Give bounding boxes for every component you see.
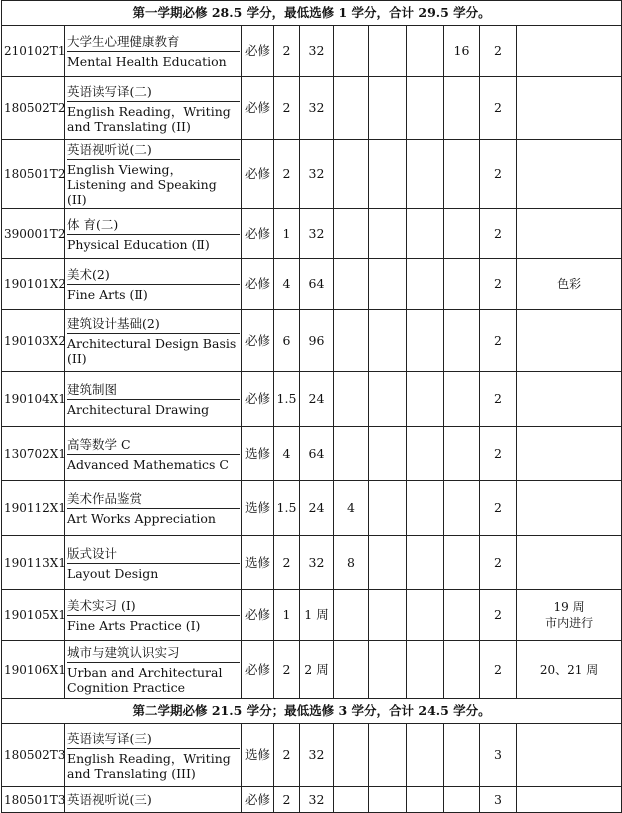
course-row <box>2 427 622 481</box>
weekly-hours: 2 <box>480 26 517 77</box>
weekly-hours: 2 <box>480 481 517 536</box>
course-credit: 2 <box>274 536 300 590</box>
course-row <box>2 590 622 641</box>
hours-col-1 <box>334 641 369 699</box>
course-code: 180502T2 <box>2 77 65 140</box>
hours-col-4 <box>444 641 480 699</box>
course-code: 130702X1 <box>2 427 65 481</box>
course-code: 190104X1 <box>2 372 65 427</box>
course-name <box>65 481 242 536</box>
course-type: 必修 <box>242 209 274 259</box>
course-type: 选修 <box>242 536 274 590</box>
weekly-hours: 2 <box>480 310 517 372</box>
course-type: 必修 <box>242 140 274 209</box>
course-credit: 1.5 <box>274 372 300 427</box>
weekly-hours: 2 <box>480 140 517 209</box>
weekly-hours: 2 <box>480 427 517 481</box>
hours-col-4 <box>444 481 480 536</box>
course-name-zh: 英语读写译(二) <box>67 82 240 102</box>
hours-col-3 <box>407 481 444 536</box>
course-name-en: English Viewing，Listening and Speaking (II) <box>67 162 217 207</box>
course-note: 19 周 市内进行 <box>517 590 622 641</box>
course-row <box>2 259 622 310</box>
hours-col-4 <box>444 209 480 259</box>
course-credit: 6 <box>274 310 300 372</box>
weekly-hours: 2 <box>480 372 517 427</box>
course-type: 必修 <box>242 77 274 140</box>
course-name-zh: 大学生心理健康教育 <box>67 32 240 52</box>
weekly-hours: 2 <box>480 259 517 310</box>
course-hours: 32 <box>300 26 334 77</box>
course-credit: 4 <box>274 259 300 310</box>
hours-col-3 <box>407 427 444 481</box>
course-row <box>2 140 622 209</box>
hours-col-3 <box>407 259 444 310</box>
course-type: 必修 <box>242 259 274 310</box>
hours-col-2 <box>369 787 407 813</box>
course-name-en: Architectural Drawing <box>67 402 210 417</box>
course-credit: 2 <box>274 26 300 77</box>
course-name-zh: 建筑设计基础(2) <box>67 314 240 334</box>
course-code: 180501T2 <box>2 140 65 209</box>
course-type: 必修 <box>242 310 274 372</box>
hours-col-4 <box>444 77 480 140</box>
course-name <box>65 641 242 699</box>
hours-col-2 <box>369 140 407 209</box>
course-hours: 24 <box>300 372 334 427</box>
course-hours: 32 <box>300 209 334 259</box>
course-type: 选修 <box>242 724 274 787</box>
hours-col-4 <box>444 310 480 372</box>
course-code: 190106X1 <box>2 641 65 699</box>
course-name <box>65 724 242 787</box>
semester-1-header-row <box>2 1 622 26</box>
course-credit: 2 <box>274 77 300 140</box>
hours-col-1 <box>334 590 369 641</box>
hours-col-3 <box>407 209 444 259</box>
course-name <box>65 77 242 140</box>
course-row <box>2 787 622 813</box>
course-name <box>65 140 242 209</box>
course-hours: 32 <box>300 724 334 787</box>
course-note <box>517 310 622 372</box>
course-type: 必修 <box>242 641 274 699</box>
course-row <box>2 536 622 590</box>
course-name-zh: 英语视听说(二) <box>67 140 240 160</box>
course-note <box>517 140 622 209</box>
hours-col-2 <box>369 724 407 787</box>
course-code: 190101X2 <box>2 259 65 310</box>
course-name <box>65 310 242 372</box>
course-hours: 32 <box>300 787 334 813</box>
course-hours: 64 <box>300 259 334 310</box>
course-note <box>517 427 622 481</box>
hours-col-1 <box>334 209 369 259</box>
course-code: 190113X1 <box>2 536 65 590</box>
course-note <box>517 77 622 140</box>
hours-col-1 <box>334 77 369 140</box>
hours-col-2 <box>369 481 407 536</box>
course-note <box>517 481 622 536</box>
course-name-zh: 建筑制图 <box>67 380 240 400</box>
course-row <box>2 372 622 427</box>
course-note <box>517 536 622 590</box>
hours-col-2 <box>369 259 407 310</box>
hours-col-3 <box>407 77 444 140</box>
course-note <box>517 372 622 427</box>
hours-col-4: 16 <box>444 26 480 77</box>
course-type: 必修 <box>242 372 274 427</box>
hours-col-4 <box>444 787 480 813</box>
hours-col-4 <box>444 140 480 209</box>
course-code: 210102T1 <box>2 26 65 77</box>
course-name-zh: 城市与建筑认识实习 <box>67 643 240 663</box>
hours-col-1: 4 <box>334 481 369 536</box>
hours-col-1 <box>334 427 369 481</box>
course-hours: 32 <box>300 77 334 140</box>
course-name-zh: 美术(2) <box>67 265 240 285</box>
course-hours: 64 <box>300 427 334 481</box>
hours-col-2 <box>369 26 407 77</box>
weekly-hours: 2 <box>480 77 517 140</box>
course-credit: 1.5 <box>274 481 300 536</box>
course-name-en: Mental Health Education <box>67 54 227 69</box>
course-name <box>65 259 242 310</box>
hours-col-1 <box>334 259 369 310</box>
course-name-en: Layout Design <box>67 565 159 581</box>
weekly-hours: 2 <box>480 536 517 590</box>
course-note <box>517 724 622 787</box>
course-row <box>2 641 622 699</box>
course-hours: 24 <box>300 481 334 536</box>
course-credit: 2 <box>274 787 300 813</box>
hours-col-2 <box>369 641 407 699</box>
course-credit: 1 <box>274 209 300 259</box>
hours-col-3 <box>407 590 444 641</box>
course-name-en: Advanced Mathematics C <box>67 456 229 472</box>
hours-col-1 <box>334 787 369 813</box>
hours-col-3 <box>407 724 444 787</box>
course-note <box>517 787 622 813</box>
course-credit: 4 <box>274 427 300 481</box>
course-type: 选修 <box>242 427 274 481</box>
weekly-hours: 2 <box>480 641 517 699</box>
course-row <box>2 209 622 259</box>
hours-col-1 <box>334 724 369 787</box>
hours-col-1 <box>334 310 369 372</box>
hours-col-3 <box>407 26 444 77</box>
course-code: 190103X2 <box>2 310 65 372</box>
course-credit: 1 <box>274 590 300 641</box>
hours-col-3 <box>407 372 444 427</box>
course-name <box>65 536 242 590</box>
hours-col-2 <box>369 310 407 372</box>
course-type: 必修 <box>242 590 274 641</box>
course-note <box>517 26 622 77</box>
course-name <box>65 372 242 427</box>
course-name-zh: 美术实习 (Ⅰ) <box>67 596 240 616</box>
course-credit: 2 <box>274 641 300 699</box>
course-hours: 32 <box>300 536 334 590</box>
hours-col-3 <box>407 787 444 813</box>
course-code: 190112X1 <box>2 481 65 536</box>
hours-col-1: 8 <box>334 536 369 590</box>
course-credit: 2 <box>274 724 300 787</box>
course-type: 选修 <box>242 481 274 536</box>
course-hours: 1 周 <box>300 590 334 641</box>
weekly-hours: 3 <box>480 724 517 787</box>
course-name-en: Physical Education (Ⅱ) <box>67 236 210 252</box>
course-name-zh: 英语读写译(三) <box>67 729 240 749</box>
hours-col-2 <box>369 590 407 641</box>
hours-col-3 <box>407 310 444 372</box>
hours-col-3 <box>407 140 444 209</box>
hours-col-1 <box>334 140 369 209</box>
hours-col-4 <box>444 372 480 427</box>
course-name-zh: 英语视听说(三) <box>67 792 152 807</box>
course-code: 180502T3 <box>2 724 65 787</box>
course-name-en: English Reading，Writing and Translating (II) <box>67 103 231 134</box>
course-name-en: Fine Arts (Ⅱ) <box>67 287 148 302</box>
course-name <box>65 209 242 259</box>
course-name-en: Urban and Architectural Cognition Practice <box>67 665 223 695</box>
hours-col-4 <box>444 259 480 310</box>
hours-col-4 <box>444 724 480 787</box>
course-note <box>517 209 622 259</box>
course-row <box>2 481 622 536</box>
course-name-en: Fine Arts Practice (Ⅰ) <box>67 618 201 633</box>
semester-2-header: 第二学期必修 21.5 学分；最低选修 3 学分，合计 24.5 学分。 <box>2 699 622 724</box>
weekly-hours: 2 <box>480 590 517 641</box>
hours-col-1 <box>334 26 369 77</box>
hours-col-2 <box>369 372 407 427</box>
course-name-zh: 美术作品鉴赏 <box>67 489 240 509</box>
semester-1-header: 第一学期必修 28.5 学分，最低选修 1 学分，合计 29.5 学分。 <box>2 1 622 26</box>
course-name-zh: 版式设计 <box>67 544 240 564</box>
course-name <box>65 427 242 481</box>
semester-2-header-row <box>2 699 622 724</box>
course-credit: 2 <box>274 140 300 209</box>
course-name-zh: 体 育(二) <box>67 215 240 235</box>
course-hours: 32 <box>300 140 334 209</box>
course-name-en: English Reading，Writing and Translating (III) <box>67 750 231 781</box>
course-row <box>2 724 622 787</box>
hours-col-3 <box>407 536 444 590</box>
hours-col-4 <box>444 427 480 481</box>
hours-col-4 <box>444 590 480 641</box>
hours-col-2 <box>369 77 407 140</box>
hours-col-4 <box>444 536 480 590</box>
course-code: 180501T3 <box>2 787 65 813</box>
curriculum-table <box>1 0 622 813</box>
course-row <box>2 310 622 372</box>
course-note: 20、21 周 <box>517 641 622 699</box>
hours-col-2 <box>369 209 407 259</box>
course-name <box>65 26 242 77</box>
course-name-zh: 高等数学 C <box>67 435 240 455</box>
course-name <box>65 787 242 813</box>
course-type: 必修 <box>242 26 274 77</box>
hours-col-3 <box>407 641 444 699</box>
course-name <box>65 590 242 641</box>
course-row <box>2 26 622 77</box>
course-row <box>2 77 622 140</box>
course-type: 必修 <box>242 787 274 813</box>
hours-col-2 <box>369 536 407 590</box>
course-code: 390001T2 <box>2 209 65 259</box>
course-note: 色彩 <box>517 259 622 310</box>
weekly-hours: 2 <box>480 209 517 259</box>
course-name-en: Architectural Design Basis (II) <box>67 336 237 366</box>
course-name-en: Art Works Appreciation <box>67 511 216 526</box>
hours-col-1 <box>334 372 369 427</box>
weekly-hours: 3 <box>480 787 517 813</box>
course-hours: 96 <box>300 310 334 372</box>
hours-col-2 <box>369 427 407 481</box>
course-hours: 2 周 <box>300 641 334 699</box>
course-code: 190105X1 <box>2 590 65 641</box>
